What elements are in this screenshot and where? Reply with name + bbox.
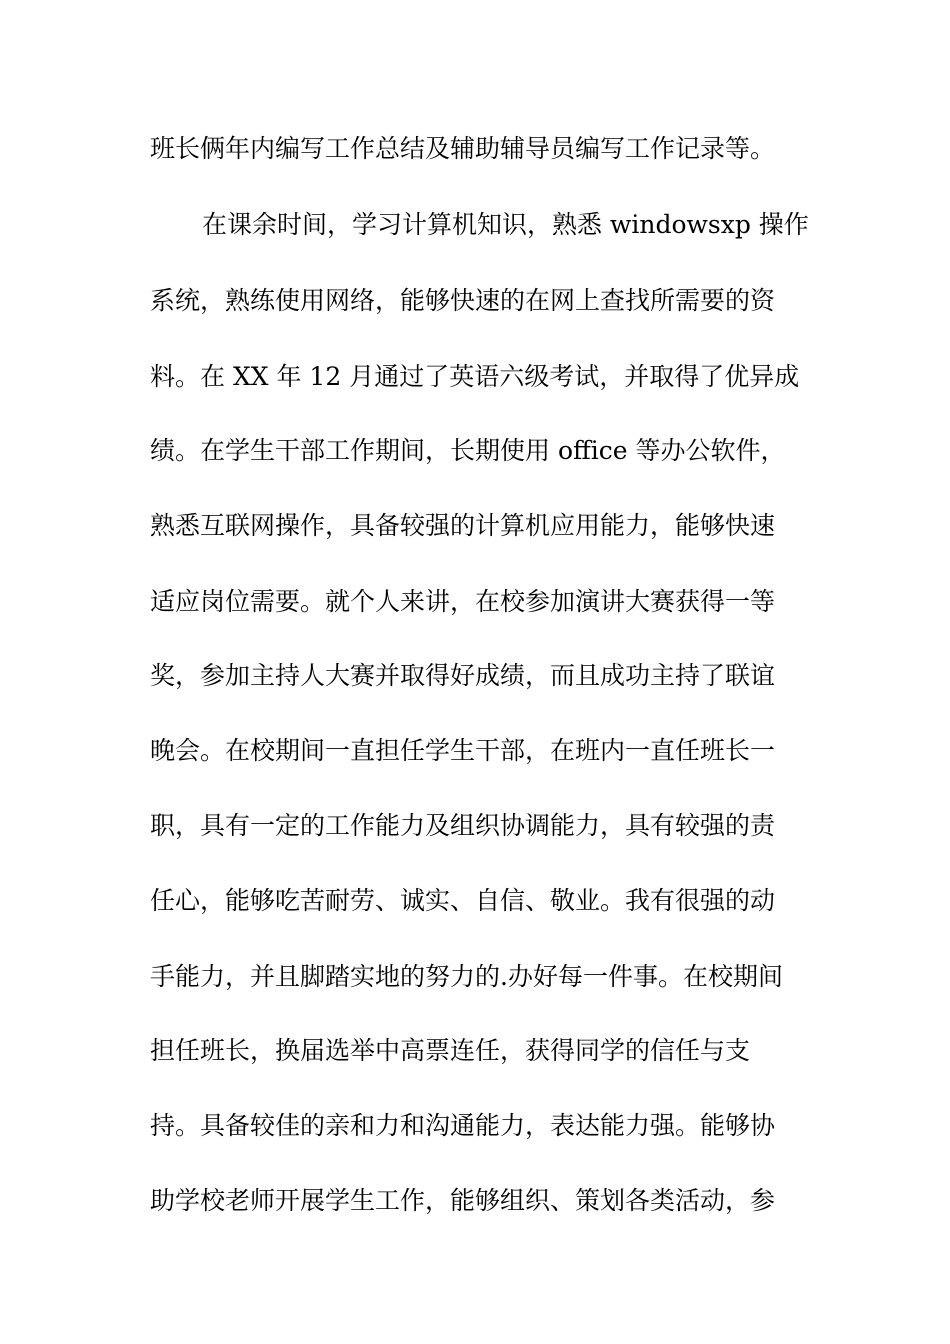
text-line: 任心，能够吃苦耐劳、诚实、自信、敬业。我有很强的动 <box>150 886 776 915</box>
text-line: 绩。在学生干部工作期间，长期使用 office 等办公软件， <box>150 436 786 465</box>
text-line: 系统，熟练使用网络，能够快速的在网上查找所需要的资 <box>150 286 776 315</box>
text-line: 熟悉互联网操作，具备较强的计算机应用能力，能够快速 <box>150 511 776 540</box>
text-line: 班长俩年内编写工作总结及辅助辅导员编写工作记录等。 <box>150 134 776 163</box>
text-line: 在课余时间，学习计算机知识，熟悉 windowsxp 操作 <box>202 210 809 239</box>
text-line: 担任班长，换届选举中高票连任，获得同学的信任与支 <box>150 1036 751 1065</box>
text-line: 持。具备较佳的亲和力和沟通能力，表达能力强。能够协 <box>150 1111 776 1140</box>
text-line: 晚会。在校期间一直担任学生干部，在班内一直任班长一 <box>150 736 776 765</box>
text-line: 适应岗位需要。就个人来讲，在校参加演讲大赛获得一等 <box>150 587 776 616</box>
text-line: 手能力，并且脚踏实地的努力的.办好每一件事。在校期间 <box>150 962 783 991</box>
text-line: 职，具有一定的工作能力及组织协调能力，具有较强的责 <box>150 811 776 840</box>
text-line: 助学校老师开展学生工作，能够组织、策划各类活动，参 <box>150 1186 776 1215</box>
text-line: 奖，参加主持人大赛并取得好成绩，而且成功主持了联谊 <box>150 661 776 690</box>
text-line: 料。在 XX 年 12 月通过了英语六级考试，并取得了优异成 <box>150 362 800 391</box>
